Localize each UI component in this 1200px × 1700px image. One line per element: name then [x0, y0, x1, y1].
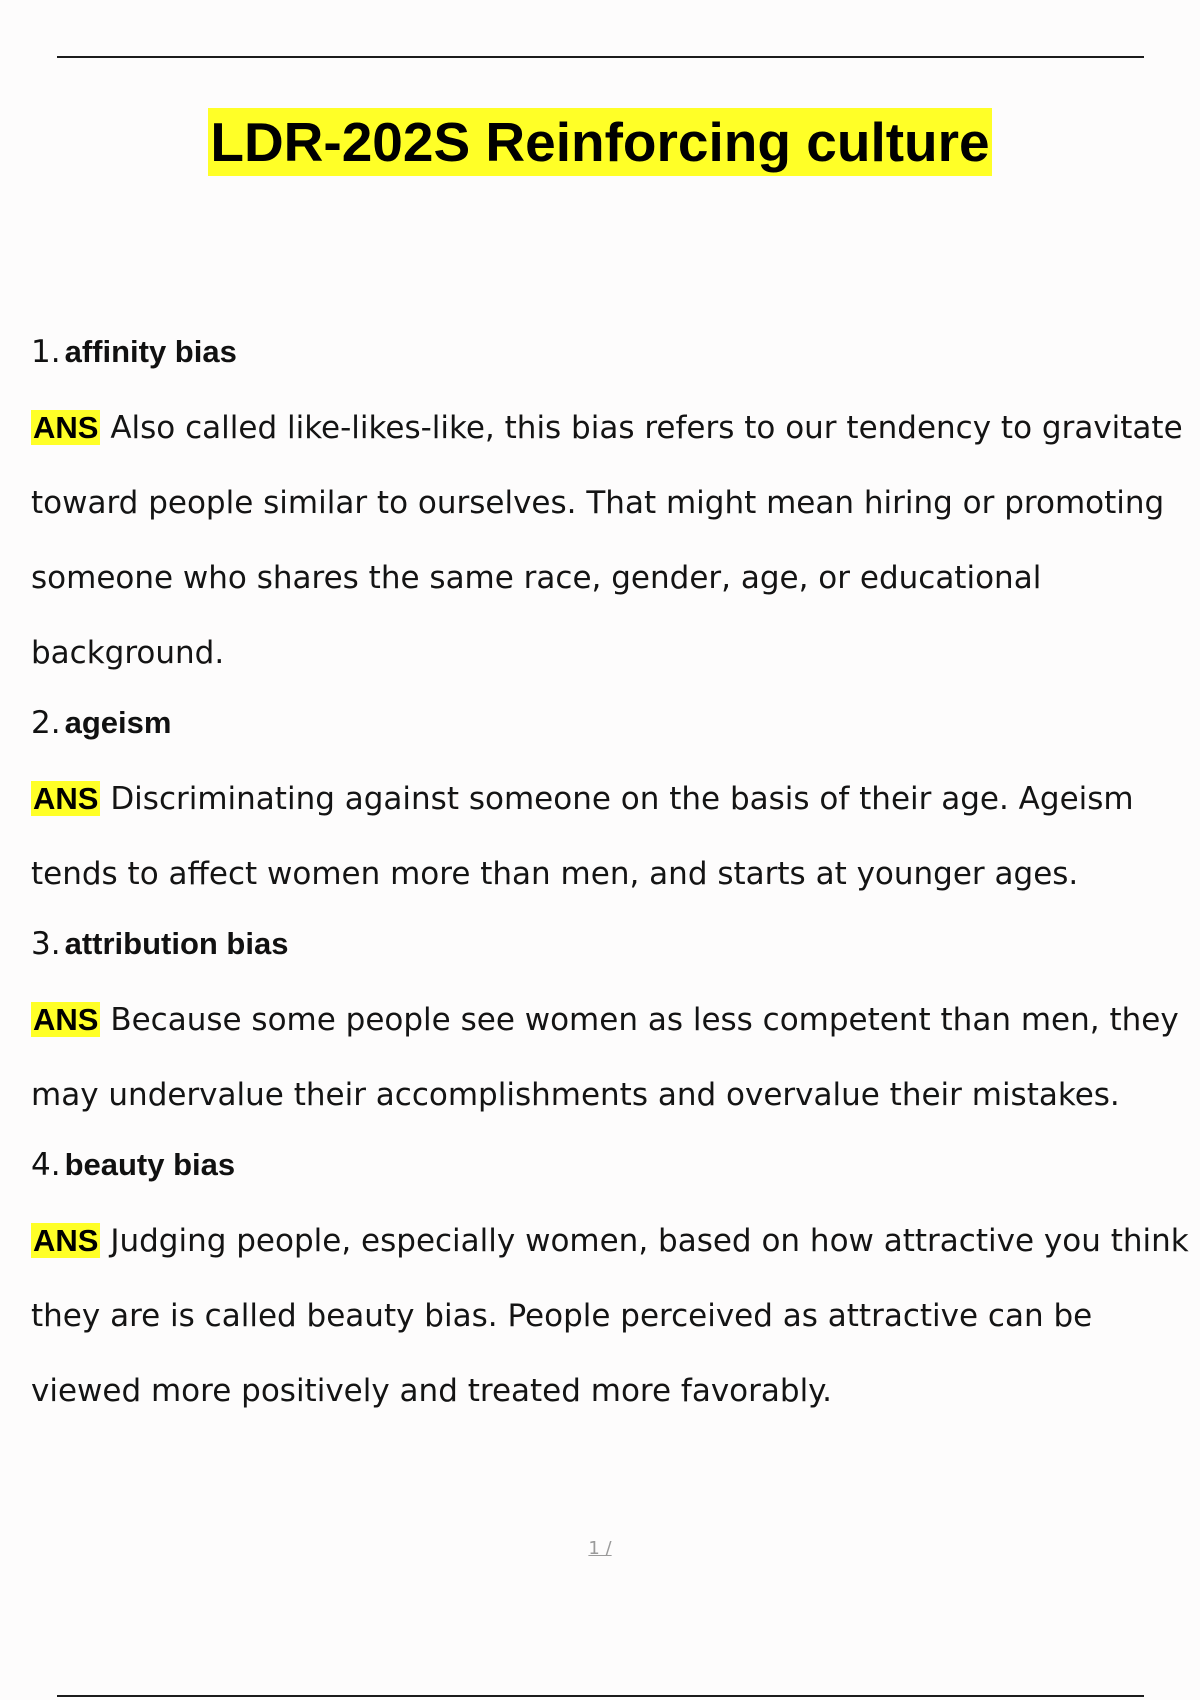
answer-text [31, 1203, 1191, 1429]
question-number: 3. [31, 926, 61, 962]
answer-body: Discriminating against someone on the basis of their age. Ageism tends to affect women more than men, and starts at younger ages. [31, 781, 1134, 892]
question-heading [31, 1143, 1191, 1187]
question-heading [31, 922, 1191, 966]
question-term: beauty bias [64, 1147, 236, 1182]
answer-text [31, 761, 1191, 912]
page-number: 1 / [588, 1538, 612, 1559]
question-number: 2. [31, 705, 61, 741]
answer-body: Also called like-likes-like, this bias refers to our tendency to gravitate toward people similar to ourselves. That might mean hiring or promoting someone who shares the same race, gender, age, or educational background. [31, 410, 1183, 671]
answer-body: Judging people, especially women, based on how attractive you think they are is called beauty bias. People perceived as attractive can be viewed more positively and treated more favorably. [31, 1223, 1189, 1409]
qa-list [31, 330, 1191, 1429]
question-number: 4. [31, 1147, 61, 1183]
top-rule [57, 56, 1144, 58]
title-container [0, 108, 1200, 176]
question-term: affinity bias [64, 334, 237, 369]
ans-label: ANS [33, 1002, 99, 1037]
answer-text [31, 982, 1191, 1133]
answer-body: Because some people see women as less competent than men, they may undervalue their accomplishments and overvalue their mistakes. [31, 1002, 1179, 1113]
question-term: ageism [64, 705, 172, 740]
question-heading [31, 330, 1191, 374]
ans-label: ANS [33, 781, 99, 816]
answer-text [31, 390, 1191, 691]
document-title: LDR-202S Reinforcing culture [208, 108, 991, 176]
question-term: attribution bias [64, 926, 289, 961]
question-number: 1. [31, 334, 61, 370]
ans-label: ANS [33, 1223, 99, 1258]
question-heading [31, 701, 1191, 745]
bottom-rule [57, 1695, 1144, 1697]
ans-label: ANS [33, 410, 99, 445]
